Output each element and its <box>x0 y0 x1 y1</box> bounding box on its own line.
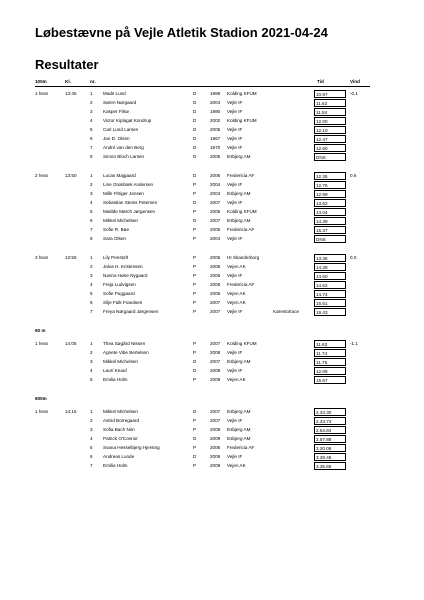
gender: D <box>193 154 197 159</box>
birth-year: 1999 <box>210 91 221 96</box>
birth-year: 2007 <box>210 300 221 305</box>
club: Esbjerg AM <box>227 218 251 223</box>
table-row <box>0 452 424 461</box>
heat-label: 2 heat <box>35 173 48 178</box>
placement: 1 <box>90 255 93 260</box>
gender: D <box>193 118 197 123</box>
placement: 2 <box>90 264 93 269</box>
gender: P <box>193 209 197 214</box>
gender: D <box>193 359 197 364</box>
club: Vejle IF <box>227 418 243 423</box>
placement: 2 <box>90 418 93 423</box>
birth-year: 2008 <box>210 350 221 355</box>
birth-year: 2002 <box>210 118 221 123</box>
table-row <box>0 298 424 307</box>
athlete-name: Thea Søgård Nissen <box>103 341 146 346</box>
athlete-name: Line Grønbæk Andersen <box>103 182 154 187</box>
placement: 7 <box>90 227 93 232</box>
placement: 6 <box>90 136 93 141</box>
table-row <box>0 443 424 452</box>
result-cell: 2.43.74 <box>314 417 346 425</box>
placement: 7 <box>90 309 93 314</box>
athlete-name: Sebastian Steins Petersen <box>103 200 158 205</box>
table-row <box>0 357 424 366</box>
birth-year: 2004 <box>210 236 221 241</box>
club: Vejle IF <box>227 368 243 373</box>
gender: D <box>193 109 197 114</box>
club: Esbjerg AM <box>227 154 251 159</box>
heat-label: 1 heat <box>35 91 48 96</box>
club: Vejle IF <box>227 273 243 278</box>
placement: 4 <box>90 200 93 205</box>
heat-label: 1 heat <box>35 341 48 346</box>
club: Vejen AK <box>227 291 246 296</box>
club: Vejle IF <box>227 454 243 459</box>
birth-year: 2009 <box>210 377 221 382</box>
club: Vejle IF <box>227 350 243 355</box>
athlete-name: Mikkel Michelsen <box>103 218 138 223</box>
club: Vejen AK <box>227 264 246 269</box>
placement: 6 <box>90 454 93 459</box>
gender: D <box>193 127 197 132</box>
placement: 7 <box>90 463 93 468</box>
result-cell: 19.43 <box>314 308 346 316</box>
birth-year: 1990 <box>210 109 221 114</box>
athlete-name: Mads Lund <box>103 91 126 96</box>
placement: 5 <box>90 209 93 214</box>
table-row <box>0 348 424 357</box>
heat-time: 13:50 <box>65 173 77 178</box>
placement: 8 <box>90 154 93 159</box>
result-cell: 14.60 <box>314 272 346 280</box>
gender: D <box>193 173 197 178</box>
placement: 5 <box>90 127 93 132</box>
club: HI Skanderborg <box>227 255 260 260</box>
placement: 5 <box>90 291 93 296</box>
result-cell: DNS <box>314 153 346 161</box>
birth-year: 2005 <box>210 154 221 159</box>
result-cell: 12.76 <box>314 181 346 189</box>
club: Esbjerg AM <box>227 191 251 196</box>
placement: 4 <box>90 282 93 287</box>
athlete-name: Sofie R. Bøe <box>103 227 130 232</box>
table-row <box>0 171 424 180</box>
table-row <box>0 189 424 198</box>
table-row <box>0 89 424 98</box>
athlete-name: Lucas Majgaard <box>103 173 136 178</box>
table-row <box>0 339 424 348</box>
gender: P <box>193 227 197 232</box>
placement: 1 <box>90 341 93 346</box>
table-row <box>0 234 424 243</box>
birth-year: 2007 <box>210 418 221 423</box>
athlete-name: Jalva H. Kristensen <box>103 264 143 269</box>
athlete-name: Jan D. Olsen <box>103 136 130 141</box>
table-row <box>0 143 424 152</box>
athlete-name: Andreas Lunde <box>103 454 135 459</box>
birth-year: 2006 <box>210 282 221 287</box>
table-row <box>0 134 424 143</box>
gender: D <box>193 136 197 141</box>
birth-year: 2007 <box>210 309 221 314</box>
result-cell: 12.10 <box>314 126 346 134</box>
table-row <box>0 366 424 375</box>
result-cell: 11.63 <box>314 340 346 348</box>
placement: 7 <box>90 145 93 150</box>
result-cell: 11.62 <box>314 99 346 107</box>
birth-year: 2007 <box>210 218 221 223</box>
birth-year: 2004 <box>210 100 221 105</box>
event-heading: 600m <box>35 396 47 401</box>
heat-label: 1 heat <box>35 409 48 414</box>
placement: 5 <box>90 377 93 382</box>
gender: D <box>193 100 197 105</box>
athlete-name: Lily Penstoft <box>103 255 129 260</box>
table-row <box>0 207 424 216</box>
heat-time: 14:15 <box>65 409 77 414</box>
table-row <box>0 125 424 134</box>
club: Vejle IF <box>227 200 243 205</box>
gender: P <box>193 377 197 382</box>
placement: 3 <box>90 191 93 196</box>
gender: D <box>193 145 197 150</box>
club: Kolding KFUM <box>227 91 257 96</box>
table-row <box>0 180 424 189</box>
wind-value: -0.1 <box>350 91 358 96</box>
result-cell: 12.60 <box>314 144 346 152</box>
table-row <box>0 271 424 280</box>
birth-year: 2009 <box>210 436 221 441</box>
result-cell: 15.37 <box>314 226 346 234</box>
table-row <box>0 262 424 271</box>
athlete-name: Mille Flöiger Jensen <box>103 191 144 196</box>
result-cell: 12.08 <box>314 367 346 375</box>
result-cell: 12.35 <box>314 172 346 180</box>
gender: D <box>193 218 197 223</box>
athlete-name: Mikkel Michelsen <box>103 359 138 364</box>
club: Vejen AK <box>227 377 246 382</box>
page-title: Løbestævne på Vejle Atletik Stadion 2021-04-24 <box>35 25 328 40</box>
result-cell: 12.47 <box>314 135 346 143</box>
result-cell: 15.67 <box>314 376 346 384</box>
column-header-number: nr. <box>90 79 96 84</box>
table-row <box>0 289 424 298</box>
result-cell: 12.00 <box>314 117 346 125</box>
result-cell: 14.62 <box>314 281 346 289</box>
results-heading: Resultater <box>35 57 99 72</box>
result-cell: 3.28.46 <box>314 453 346 461</box>
wind-value: -1.1 <box>350 341 358 346</box>
athlete-name: Sofie Puggaard <box>103 291 135 296</box>
result-cell: 3.20.06 <box>314 444 346 452</box>
club: Esbjerg AM <box>227 427 251 432</box>
gender: P <box>193 191 197 196</box>
placement: 4 <box>90 118 93 123</box>
gender: P <box>193 300 197 305</box>
result-cell: 11.75 <box>314 358 346 366</box>
result-cell: 2.54.84 <box>314 426 346 434</box>
note: Kørestolrace <box>273 309 300 314</box>
result-cell: 14.39 <box>314 217 346 225</box>
table-row <box>0 253 424 262</box>
header-divider <box>35 86 370 87</box>
placement: 6 <box>90 300 93 305</box>
birth-year: 2009 <box>210 463 221 468</box>
birth-year: 2008 <box>210 368 221 373</box>
club: Vejle IF <box>227 109 243 114</box>
placement: 4 <box>90 368 93 373</box>
heat-time: 14:05 <box>65 341 77 346</box>
table-row <box>0 416 424 425</box>
placement: 6 <box>90 218 93 223</box>
athlete-name: Nanna Høse Nygaard <box>103 273 148 278</box>
table-row <box>0 280 424 289</box>
table-row <box>0 425 424 434</box>
club: Vejle IF <box>227 127 243 132</box>
birth-year: 2004 <box>210 182 221 187</box>
column-header-result: Tid <box>317 79 324 84</box>
club: Fredericia AF <box>227 282 255 287</box>
gender: P <box>193 255 197 260</box>
athlete-name: Sara Olsen <box>103 236 126 241</box>
athlete-name: Simon Bloch Larsen <box>103 154 145 159</box>
club: Vejen AK <box>227 300 246 305</box>
heat-label: 3 heat <box>35 255 48 260</box>
athlete-name: Søren Nørgaard <box>103 100 137 105</box>
club: Fredericia AF <box>227 445 255 450</box>
gender: P <box>193 291 197 296</box>
birth-year: 2009 <box>210 454 221 459</box>
gender: P <box>193 182 197 187</box>
athlete-name: Emilia Holm <box>103 463 128 468</box>
placement: 2 <box>90 350 93 355</box>
placement: 4 <box>90 436 93 441</box>
table-row <box>0 375 424 384</box>
gender: D <box>193 454 197 459</box>
athlete-name: Freja Ludvigsen <box>103 282 136 287</box>
club: Vejle IF <box>227 182 243 187</box>
result-cell: 14.74 <box>314 290 346 298</box>
athlete-name: Matilde Mørch Jørgensen <box>103 209 156 214</box>
club: Fredericia AF <box>227 227 255 232</box>
placement: 5 <box>90 445 93 450</box>
table-row <box>0 107 424 116</box>
result-cell: 3.35.65 <box>314 462 346 470</box>
birth-year: 1967 <box>210 136 221 141</box>
club: Kolding KFUM <box>227 118 257 123</box>
placement: 1 <box>90 173 93 178</box>
gender: D <box>193 91 197 96</box>
result-cell: 12.99 <box>314 190 346 198</box>
table-row <box>0 307 424 316</box>
result-cell: 14.39 <box>314 263 346 271</box>
gender: P <box>193 427 197 432</box>
athlete-name: André van den Berg <box>103 145 144 150</box>
club: Esbjerg AM <box>227 436 251 441</box>
table-row <box>0 198 424 207</box>
birth-year: 2004 <box>210 191 221 196</box>
column-header-wind: Vind <box>350 79 360 84</box>
club: Vejen AK <box>227 463 246 468</box>
result-cell: DNS <box>314 235 346 243</box>
placement: 2 <box>90 100 93 105</box>
result-cell: 14.04 <box>314 208 346 216</box>
athlete-name: Patrick O'Connor <box>103 436 138 441</box>
gender: P <box>193 282 197 287</box>
table-row <box>0 461 424 470</box>
table-row <box>0 116 424 125</box>
table-row <box>0 216 424 225</box>
athlete-name: Carl Lund Larsen <box>103 127 139 132</box>
birth-year: 2006 <box>210 255 221 260</box>
result-cell: 13.62 <box>314 199 346 207</box>
club: Esbjerg AM <box>227 409 251 414</box>
club: Kolding KFUM <box>227 341 257 346</box>
gender: D <box>193 409 197 414</box>
gender: P <box>193 445 197 450</box>
placement: 3 <box>90 359 93 364</box>
table-row <box>0 407 424 416</box>
birth-year: 2006 <box>210 264 221 269</box>
club: Vejle IF <box>227 309 243 314</box>
gender: D <box>193 368 197 373</box>
gender: D <box>193 436 197 441</box>
club: Vejle IF <box>227 100 243 105</box>
gender: P <box>193 350 197 355</box>
athlete-name: Svana Hesselbjerg Hjersing <box>103 445 160 450</box>
birth-year: 2006 <box>210 291 221 296</box>
column-header-time: Kl. <box>65 79 71 84</box>
athlete-name: Agnete Vibe Bertelsen <box>103 350 149 355</box>
birth-year: 2007 <box>210 341 221 346</box>
athlete-name: Silje Falk Frandsen <box>103 300 143 305</box>
gender: P <box>193 309 197 314</box>
birth-year: 2007 <box>210 409 221 414</box>
athlete-name: Laurí Knauf <box>103 368 127 373</box>
result-cell: 2.43.30 <box>314 408 346 416</box>
athlete-name: Kasper Filsø <box>103 109 129 114</box>
column-header-event: 100m <box>35 79 47 84</box>
gender: P <box>193 341 197 346</box>
birth-year: 2007 <box>210 359 221 364</box>
athlete-name: Mikkel Michelsen <box>103 409 138 414</box>
athlete-name: Sofia Bach Nim <box>103 427 135 432</box>
result-cell: 10.97 <box>314 90 346 98</box>
table-row <box>0 152 424 161</box>
placement: 1 <box>90 91 93 96</box>
placement: 3 <box>90 427 93 432</box>
placement: 3 <box>90 273 93 278</box>
result-cell: 2.57.88 <box>314 435 346 443</box>
result-cell: 11.84 <box>314 108 346 116</box>
placement: 1 <box>90 409 93 414</box>
birth-year: 2006 <box>210 445 221 450</box>
club: Kolding KFUM <box>227 209 257 214</box>
result-cell: 13.36 <box>314 254 346 262</box>
gender: D <box>193 200 197 205</box>
table-row <box>0 225 424 234</box>
birth-year: 2007 <box>210 200 221 205</box>
birth-year: 2005 <box>210 227 221 232</box>
club: Vejle IF <box>227 145 243 150</box>
birth-year: 2006 <box>210 273 221 278</box>
gender: P <box>193 264 197 269</box>
birth-year: 2005 <box>210 127 221 132</box>
placement: 3 <box>90 109 93 114</box>
birth-year: 1970 <box>210 145 221 150</box>
result-cell: 11.74 <box>314 349 346 357</box>
heat-time: 13:45 <box>65 91 77 96</box>
athlete-name: Emilia Holm <box>103 377 128 382</box>
wind-value: 0.0 <box>350 255 357 260</box>
event-heading: 60 m <box>35 328 46 333</box>
birth-year: 2006 <box>210 173 221 178</box>
birth-year: 2005 <box>210 209 221 214</box>
gender: P <box>193 463 197 468</box>
club: Vejle IF <box>227 136 243 141</box>
table-row <box>0 434 424 443</box>
athlete-name: Freya Nørgaard Jørgensen <box>103 309 159 314</box>
placement: 8 <box>90 236 93 241</box>
result-cell: 15.51 <box>314 299 346 307</box>
heat-time: 13:55 <box>65 255 77 260</box>
club: Esbjerg AM <box>227 359 251 364</box>
gender: P <box>193 273 197 278</box>
gender: P <box>193 236 197 241</box>
table-row <box>0 98 424 107</box>
athlete-name: Victor Kiplagat Kondrup <box>103 118 152 123</box>
birth-year: 2008 <box>210 427 221 432</box>
club: Vejle IF <box>227 236 243 241</box>
wind-value: 0.6 <box>350 173 357 178</box>
athlete-name: Astrid Borregaard <box>103 418 140 423</box>
club: Fredericia AF <box>227 173 255 178</box>
gender: P <box>193 418 197 423</box>
placement: 2 <box>90 182 93 187</box>
